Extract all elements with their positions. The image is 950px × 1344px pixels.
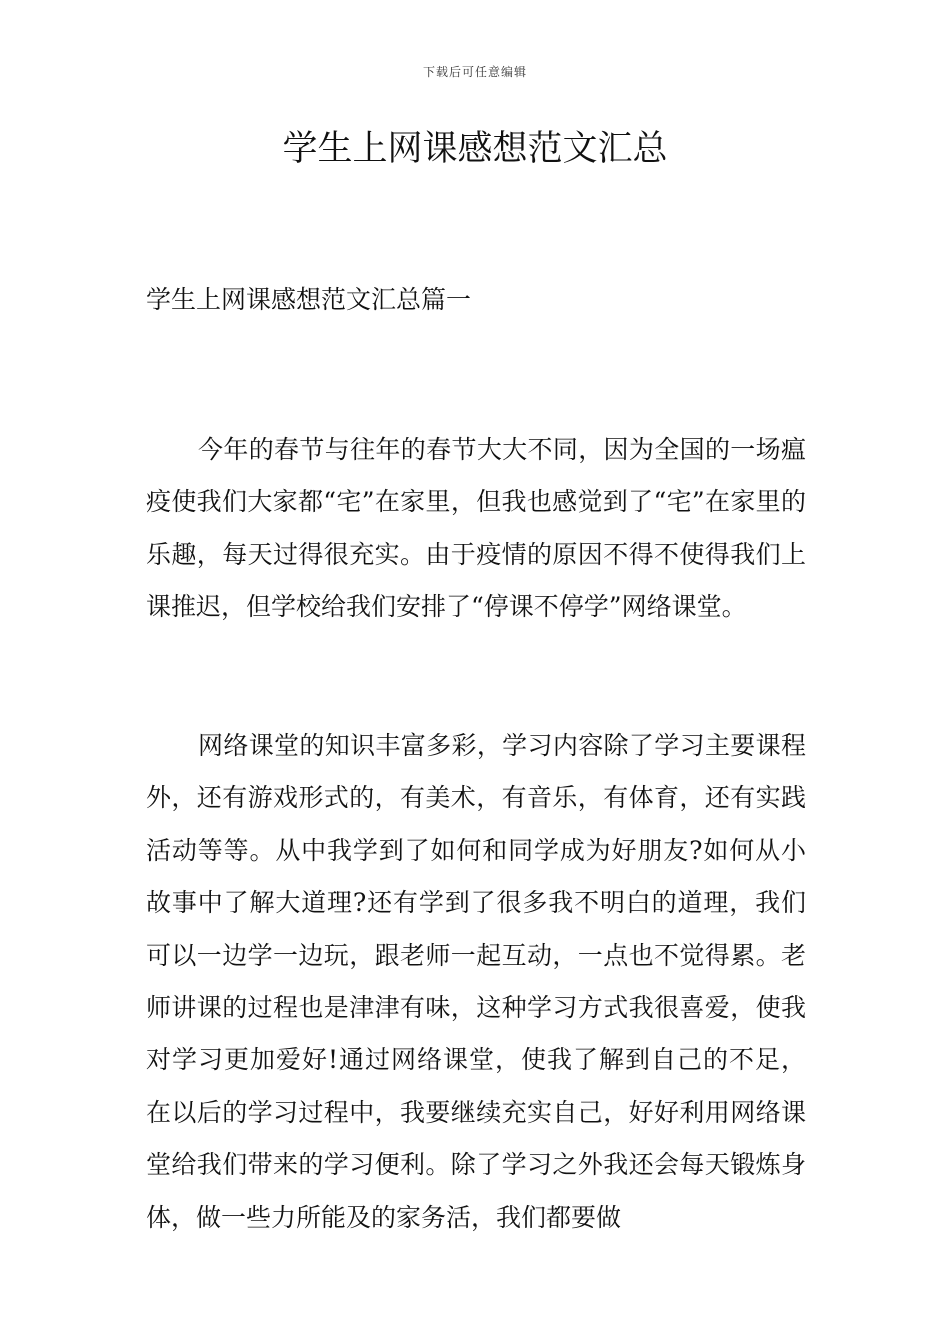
paragraph-1: 今年的春节与往年的春节大大不同，因为全国的一场瘟疫使我们大家都“宅”在家里，但我也感觉到了“宅”在家里的乐趣，每天过得很充实。由于疫情的原因不得不使得我们上课推迟，但学校给我们安排了“停课不停学”网络课堂。 <box>146 435 806 622</box>
document-title: 学生上网课感想范文汇总 <box>282 129 668 169</box>
header-note: 下载后可任意编辑 <box>422 65 527 79</box>
paragraph-2: 网络课堂的知识丰富多彩，学习内容除了学习主要课程外，还有游戏形式的，有美术，有音乐，有体育，还有实践活动等等。从中我学到了如何和同学成为好朋友?如何从小故事中了解大道理?还有学到了很多我不明白的道理，我们可以一边学一边玩，跟老师一起互动，一点也不觉得累。老师讲课的过程也是津津有味，这种学习方式我很喜爱，使我对学习更加爱好!通过网络课堂，使我了解到自己的不足，在以后的学习过程中，我要继续充实自己，好好利用网络课堂给我们带来的学习便利。除了学习之外我还会每天锻炼身体，做一些力所能及的家务活，我们都要做 <box>146 731 806 1232</box>
section-heading: 学生上网课感想范文汇总篇一 <box>146 285 472 314</box>
